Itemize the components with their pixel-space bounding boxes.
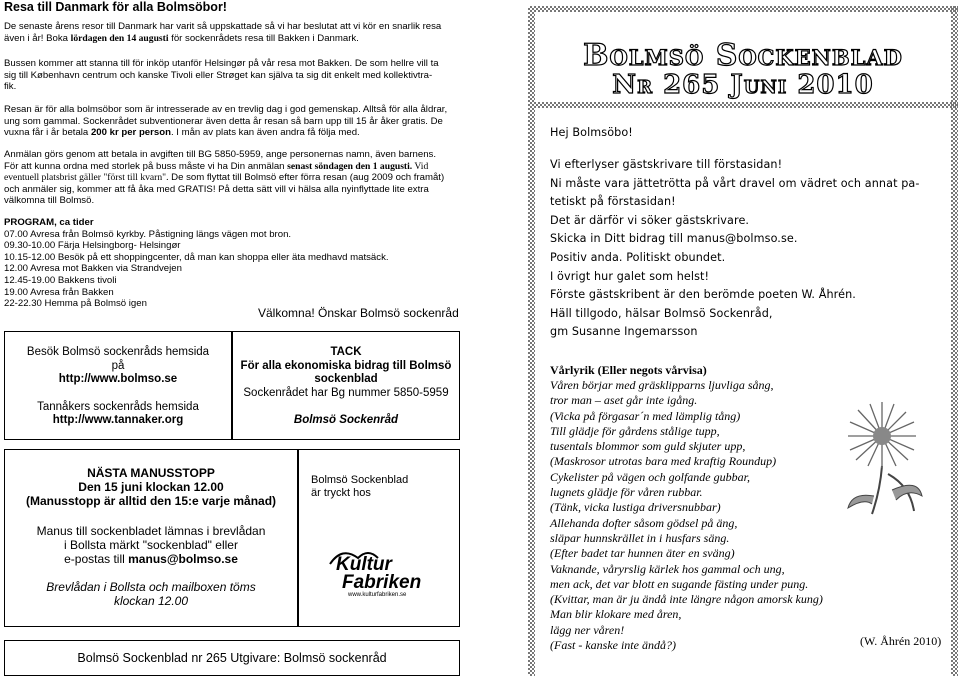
paragraph-bus: Bussen kommer att stanna till för inköp utanför Helsingør på vår resa mot Bakken. De som hellre vill ta sig till København centrum och kanske Tivoli eller Strøget kan själva ta sig dit enkelt med kollektivtra- fik. bbox=[4, 58, 439, 93]
border-top bbox=[528, 6, 958, 12]
footer: Bolmsö Sockenblad nr 265 Utgivare: Bolmsö sockenråd bbox=[4, 640, 460, 676]
masthead-issue: Nr 265 Juni 2010 bbox=[612, 70, 874, 100]
poem-author: (W. Åhrén 2010) bbox=[860, 634, 942, 648]
paragraph-intro: De senaste årens resor till Danmark har varit så uppskattade så vi har beslutat att vi kör en snarlik resa även i år! Boka lördagen den 14 augusti för sockenrådets resa till Bakken i Danmark. bbox=[4, 21, 442, 44]
border-middle bbox=[528, 102, 958, 108]
program-item: 09.30-10.00 Färja Helsingborg- Helsingør bbox=[4, 240, 181, 252]
logo-word-2: Fabriken bbox=[342, 572, 422, 593]
poem: Våren börjar med gräsklipparns ljuvliga sång, tror man – aset går inte igång. (Vicka på förgasar´n med lämplig tång) Till glädje för gårdens stålige tupp, tusentals blommor som guld skjuter upp, (Maskrosor utrotas bara med kraftig Roundup) Cykelister på vägen och golfande gubbar, lugnets glädje för våren rubbar. (Tänk, vicka lustiga driversnubbar) Allehanda dofter såsom gödsel på äng, släpar hunnskrället in i husfars säng. (Efter badet tar hunnen äter en sväng) Vaknande, våryrslig kärlek hos gammal och ung, men ack, det var blott en sugande fästing under pung. (Kvittar, man är ju ändå inte längre någon amorsk kung) Man blir klokare med åren, lägg ner våren! (Fast - kanske inte ändå?) bbox=[550, 378, 823, 653]
welcome-signature: Välkomna! Önskar Bolmsö sockenråd bbox=[258, 306, 459, 320]
program-title: PROGRAM, ca tider bbox=[4, 217, 94, 228]
program-item: 12.45-19.00 Bakkens tivoli bbox=[4, 274, 117, 286]
thanks-title: TACK bbox=[330, 346, 362, 358]
website-box: Besök Bolmsö sockenråds hemsida på http://www.bolmso.se Tannåkers sockenråds hemsida http://www.tannaker.org bbox=[4, 331, 232, 440]
thanks-signature: Bolmsö Sockenråd bbox=[293, 414, 399, 426]
program bbox=[4, 217, 474, 310]
deadline-date: Den 15 juni klockan 12.00 bbox=[78, 480, 224, 494]
deadline-title: NÄSTA MANUSSTOPP bbox=[87, 466, 215, 480]
thanks-box: TACK För alla ekonomiska bidrag till Bolmsö sockenblad Sockenrådet har Bg nummer 5850-5959 Bolmsö Sockenråd bbox=[232, 331, 460, 440]
manus-email[interactable]: manus@bolmso.se bbox=[128, 552, 238, 566]
logo-url: www.kulturfabriken.se bbox=[348, 592, 407, 598]
article-title: Resa till Danmark för alla Bolmsöbor! bbox=[4, 0, 227, 14]
printer-box: Bolmsö Sockenblad är tryckt hos bbox=[298, 449, 460, 627]
dandelion-icon bbox=[822, 396, 942, 516]
newsletter-frame bbox=[528, 6, 958, 676]
guest-writer-note: Vi efterlyser gästskrivare till förstasidan! Ni måste vara jättetrötta på vårt dravel om vädret och annat pa- tetiskt på förstasidan! Det är därför vi söker gästskrivare. Skicka in Ditt bidrag till manus@bolmso.se. Positiv anda. Politiskt obundet. I övrigt hur galet som helst! Förste gästskribent är den berömde poeten W. Åhrén. Häll tillgodo, hälsar Bolmsö Sockenråd, gm Susanne Ingemarsson bbox=[550, 158, 920, 339]
poem-title: Vårlyrik (Eller negots vårvisa) bbox=[550, 363, 707, 377]
program-item: 10.15-12.00 Besök på ett shoppingcenter, då man kan shoppa eller äta medhavd matsäck. bbox=[4, 251, 389, 263]
masthead-title: Bolmsö Sockenblad bbox=[583, 38, 903, 73]
logo-word-1: Kultur bbox=[336, 554, 392, 575]
program-item: 12.00 Avresa mot Bakken via Strandvejen bbox=[4, 263, 182, 275]
tannaker-link[interactable]: http://www.tannaker.org bbox=[52, 414, 184, 426]
deadline-box: NÄSTA MANUSSTOPP Den 15 juni klockan 12.00 (Manusstopp är alltid den 15:e varje månad) Manus till sockenbladet lämnas i brevlådan i Bollsta märkt "sockenblad" eller e-postas till manus@bolmso.se Brevlådan i Bollsta och mailboxen töms klockan 12.00 bbox=[4, 449, 298, 627]
bolmso-link[interactable]: http://www.bolmso.se bbox=[58, 373, 178, 385]
paragraph-price: Resan är för alla bolmsöbor som är intresserade av en trevlig dag i god gemenskap. Alltså för alla åldrar, ung som gammal. Sockenrådet subventionerar även detta år resan så barn upp till 15 år åker gratis. De vuxna får i år betala 200 kr per person. I mån av plats kan även andra få följa med. bbox=[4, 104, 448, 139]
program-item: 22-22.30 Hemma på Bolmsö igen bbox=[4, 298, 147, 310]
kulturfabriken-logo bbox=[328, 544, 428, 598]
greeting: Hej Bolmsöbo! bbox=[550, 126, 633, 139]
program-item: 07.00 Avresa från Bolmsö kyrkby. Påstigning längs vägen mot bron. bbox=[4, 228, 292, 240]
program-item: 19.00 Avresa från Bakken bbox=[4, 286, 114, 298]
paragraph-registration: Anmälan görs genom att betala in avgiften till BG 5850-5959, ange personernas namn, även barnens. För att kunna ordna med storlek på buss måste vi ha Din anmälan senast söndagen den 1 augusti. Vid eventuell platsbrist gäller "först till kvarn". De som flyttat till Bolmsö efter förra resan (aug 2009 och framåt) och anmäler sig, kommer att få åka med GRATIS! På detta sätt vill vi hälsa alla nyinflyttade lite extra välkomna till Bolmsö. bbox=[4, 149, 445, 207]
